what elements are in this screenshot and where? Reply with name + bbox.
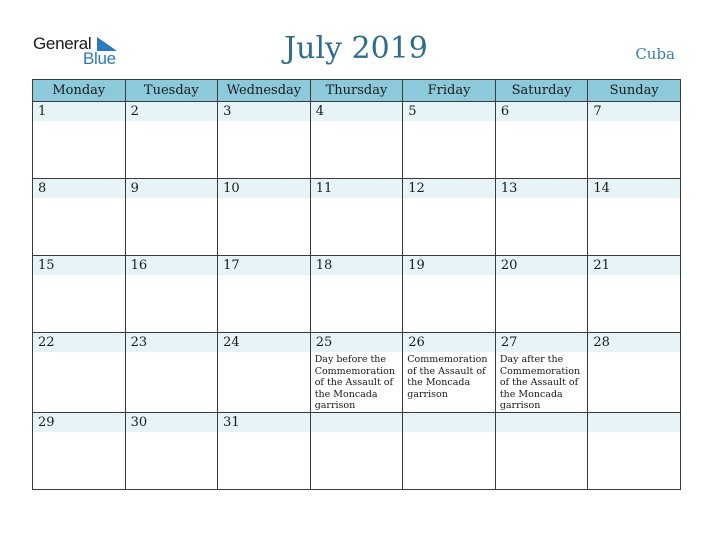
- day-number: 6: [496, 102, 588, 121]
- calendar-day-cell[interactable]: [403, 333, 496, 413]
- calendar-day-cell[interactable]: [588, 179, 681, 256]
- day-number: 20: [496, 256, 588, 275]
- day-number: [588, 413, 680, 432]
- day-number: 22: [33, 333, 125, 352]
- calendar-week-row: [33, 256, 681, 333]
- calendar-week-row: [33, 412, 681, 489]
- calendar-day-cell[interactable]: [310, 412, 403, 489]
- calendar-day-cell[interactable]: [495, 333, 588, 413]
- calendar-day-cell[interactable]: [495, 179, 588, 256]
- day-number: 12: [403, 179, 495, 198]
- calendar-week-row: [33, 333, 681, 413]
- day-number: 16: [126, 256, 218, 275]
- logo-text-general: General: [33, 34, 92, 53]
- calendar-day-cell[interactable]: [218, 256, 311, 333]
- calendar-day-cell[interactable]: [310, 179, 403, 256]
- calendar-day-cell[interactable]: [495, 256, 588, 333]
- weekday-tuesday: Tuesday: [125, 80, 218, 102]
- day-number: 21: [588, 256, 680, 275]
- day-number: 18: [311, 256, 403, 275]
- calendar-day-cell[interactable]: [310, 256, 403, 333]
- day-number: 5: [403, 102, 495, 121]
- day-number: [496, 413, 588, 432]
- day-number: 31: [218, 413, 310, 432]
- weekday-thursday: Thursday: [310, 80, 403, 102]
- calendar-week-row: [33, 179, 681, 256]
- day-number: 14: [588, 179, 680, 198]
- holiday-label: Day before the Commemoration of the Assault of the Moncada garrison: [314, 354, 395, 411]
- day-number: [311, 413, 403, 432]
- calendar-day-cell[interactable]: [403, 179, 496, 256]
- calendar-day-cell[interactable]: [588, 102, 681, 179]
- day-number: 13: [496, 179, 588, 198]
- weekday-wednesday: Wednesday: [218, 80, 311, 102]
- day-number: 27: [496, 333, 588, 352]
- day-number: 11: [311, 179, 403, 198]
- day-number: 4: [311, 102, 403, 121]
- weekday-monday: Monday: [33, 80, 126, 102]
- calendar-day-cell[interactable]: [403, 412, 496, 489]
- calendar-day-cell[interactable]: [218, 333, 311, 413]
- day-number: 1: [33, 102, 125, 121]
- holiday-label: Commemoration of the Assault of the Moncada garrison: [407, 354, 488, 400]
- day-number: 7: [588, 102, 680, 121]
- weekday-friday: Friday: [403, 80, 496, 102]
- weekday-sunday: Sunday: [588, 80, 681, 102]
- day-number: 23: [126, 333, 218, 352]
- day-number: 9: [126, 179, 218, 198]
- calendar-day-cell[interactable]: [125, 179, 218, 256]
- calendar-day-cell[interactable]: [310, 102, 403, 179]
- weekday-header-row: [33, 80, 681, 102]
- day-number: 3: [218, 102, 310, 121]
- calendar-day-cell[interactable]: [33, 102, 126, 179]
- calendar-day-cell[interactable]: [125, 102, 218, 179]
- day-number: 29: [33, 413, 125, 432]
- calendar-day-cell[interactable]: [403, 256, 496, 333]
- day-number: 25: [311, 333, 403, 352]
- calendar-day-cell[interactable]: [495, 102, 588, 179]
- calendar-day-cell[interactable]: [125, 333, 218, 413]
- weekday-saturday: Saturday: [495, 80, 588, 102]
- calendar-day-cell[interactable]: [588, 256, 681, 333]
- page-title: July 2019: [284, 31, 428, 66]
- day-number: [403, 413, 495, 432]
- day-number: 2: [126, 102, 218, 121]
- day-number: 8: [33, 179, 125, 198]
- calendar-day-cell[interactable]: [33, 333, 126, 413]
- day-number: 30: [126, 413, 218, 432]
- calendar-day-cell[interactable]: [310, 333, 403, 413]
- calendar-day-cell[interactable]: [218, 102, 311, 179]
- day-number: 17: [218, 256, 310, 275]
- calendar-day-cell[interactable]: [588, 333, 681, 413]
- day-number: 24: [218, 333, 310, 352]
- calendar-grid: [32, 79, 681, 490]
- logo-text-blue: Blue: [83, 49, 116, 68]
- calendar-day-cell[interactable]: [218, 179, 311, 256]
- calendar-day-cell[interactable]: [33, 179, 126, 256]
- calendar-day-cell[interactable]: [33, 412, 126, 489]
- calendar-body: [33, 102, 681, 490]
- day-number: 26: [403, 333, 495, 352]
- day-number: 10: [218, 179, 310, 198]
- country-label: Cuba: [635, 45, 675, 63]
- day-number: 19: [403, 256, 495, 275]
- calendar-day-cell[interactable]: [125, 412, 218, 489]
- calendar-day-cell[interactable]: [218, 412, 311, 489]
- day-number: 28: [588, 333, 680, 352]
- calendar-week-row: [33, 102, 681, 179]
- holiday-label: Day after the Commemoration of the Assault of the Moncada garrison: [499, 354, 581, 411]
- calendar-day-cell[interactable]: [588, 412, 681, 489]
- calendar-day-cell[interactable]: [33, 256, 126, 333]
- calendar-day-cell[interactable]: [125, 256, 218, 333]
- calendar-day-cell[interactable]: [403, 102, 496, 179]
- calendar-day-cell[interactable]: [495, 412, 588, 489]
- day-number: 15: [33, 256, 125, 275]
